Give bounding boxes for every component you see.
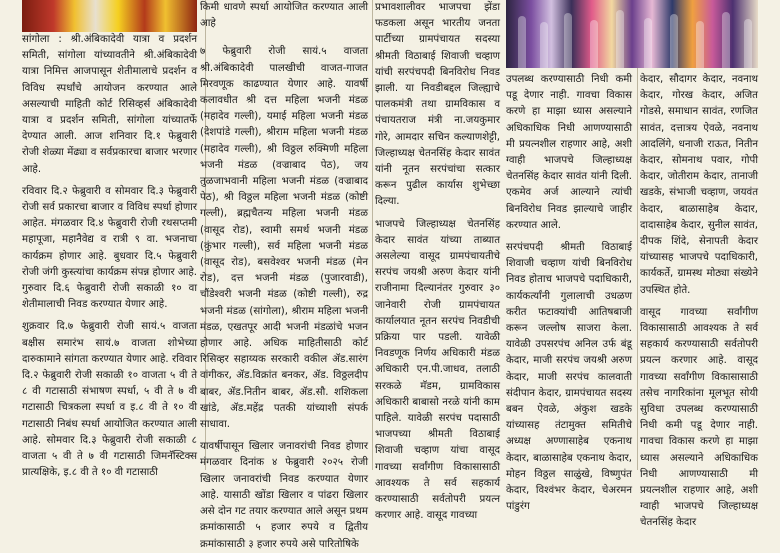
article-paragraph: वासूद गावच्या सर्वांगीण विकासासाठी आवश्यक ते सर्व सहकार्य करण्यासाठी सर्वतोपरी प्रयत्न करणार आहे. वासूद गावच्या सर्वांगीण विकासासाठी तसेच नागरिकांना मूलभूत सोयी सुविधा उपलब्ध करण्यासाठी निधी कमी पडू देणार नाही. गावचा विकास करणे हा माझा ध्यास असल्याने अधिकाधिक निधी आणण्यासाठी मी प्रयत्नशील राहणार आहे, अशी ग्वाही भाजपचे जिल्हाध्यक्ष चेतनसिंह केदार <box>640 306 758 529</box>
article-top-line: किमी धावणे स्पर्धा आयोजित करण्यात आली आहे <box>200 2 368 30</box>
article-paragraph: सरपंचपदी श्रीमती विठाबाई शिवाजी चव्हाण यांची बिनविरोध निवड होताच भाजपचे पदाधिकारी, कार्यकर्त्यांनी गुलालाची उधळण करीत फटाक्यांची आतिषबाजी करून जल्लोष साजरा केला. यावेळी उपसरपंच अनिल उर्फ बंडू केदार, माजी सरपंच जयश्री अरुण केदार, माजी सरपंच कालवाती संदीपान केदार, ग्रामपंचायत सदस्य बबन ऐवळे, अंकुश खडके यांच्यासह तंटामुक्त समितीचे अध्यक्ष अण्णासाहेब एकनाथ केदार, बाळासाहेब एकनाथ केदार, मोहन विठ्ठल साळुंखे, विष्णुपंत केदार, विश्वंभर केदार, चेअरमन पांडुरंग <box>506 242 632 513</box>
column-5 <box>640 72 758 532</box>
article-paragraph: यावर्षीपासून खिलार जनावरांची निवड होणार मंगळवार दिनांक ४ फेब्रुवारी २०२५ रोजी खिलार जनावरांची निवड करण्यात येणार आहे. यासाठी खोंडा खिलार व पांढरा खिलार असे दोन गट तयार करण्यात आले असून प्रथम क्रमांकासाठी ५ हजार रुपये व द्वितीय क्रमांकासाठी ३ हजार रुपये असे पारितोषिके <box>200 441 368 550</box>
sarpanch-felicitation-photo <box>506 0 758 68</box>
column-1 <box>22 32 197 481</box>
column-4 <box>506 72 632 515</box>
article-paragraph: केदार, सौदागर केदार, नवनाथ केदार, गोरख केदार, अजित गोडसे, समाधान सावंत, रणजित सावंत, दत्तात्रय ऐवळे, नवनाथ आदलिंगे, धनाजी राऊत, नितीन केदार, सोमनाथ पवार, गोपी केदार, जोतीराम केदार, तानाजी खडके, संभाजी चव्हाण, जयवंत केदार, बाळासाहेब केदार, दादासाहेब केदार, सुनील सावंत, दीपक शिंदे, सेनापती केदार यांच्यासह भाजपचे पदाधिकारी, कार्यकर्ते, ग्रामस्थ मोठ्या संख्येने उपस्थित होते. <box>640 74 758 296</box>
article-paragraph: भाजपचे जिल्हाध्यक्ष चेतनसिंह केदार सावंत यांच्या ताब्यात असलेल्या वासूद ग्रामपंचायतीचे सरपंच जयश्री अरुण केदार यांनी राजीनामा दिल्यानंतर गुरुवार ३० जानेवारी रोजी ग्रामपंचायत कार्यालयात नूतन सरपंच निवडीची प्रक्रिया पार पडली. यावेळी निवडणूक निर्णय अधिकारी मंडळ अधिकारी एन.पी.जाधव, तलाठी सरकळे मॅडम, ग्रामविकास अधिकारी बाबासो नरळे यांनी काम पाहिले. यावेळी सरपंच पदासाठी भाजपच्या श्रीमती विठाबाई शिवाजी चव्हाण यांचा वासूद गावच्या सर्वांगीण विकासासाठी आवश्यक ते सर्व सहकार्य करण्यासाठी सर्वतोपरी प्रयत्न करणार आहे. वासूद गावच्या <box>375 218 500 522</box>
column-3 <box>375 0 500 525</box>
article-paragraph: ७ फेब्रुवारी रोजी सायं.५ वाजता श्री.अंबिकादेवी पालखीची वाजत-गाजत मिरवणूक काढण्यात येणार आहे. यावर्षी कलावधीत श्री दत्त महिला भजनी मंडळ (महादेव गल्ली), यमाई महिला भजनी मंडळ (देशपांडे गल्ली), श्रीराम महिला भजनी मंडळ (महादेव गल्ली), श्री विठ्ठल रुक्मिणी महिला भजनी मंडळ (वज्राबाद पेठ), जय तुळजाभवानी महिला भजनी मंडळ (वज्राबाद पेठ), श्री विठ्ठल महिला भजनी मंडळ (कोष्टी गल्ली), ब्रह्मचैतन्य महिला भजनी मंडळ (वासूद रोड), स्वामी समर्थ भजनी मंडळ (कुंभार गल्ली), सर्व महिला भजनी मंडळ (वासूद रोड), बसवेश्वर भजनी मंडळ (मेन रोड), दत्त भजनी मंडळ (पुजारवाडी), चौंडेश्वरी भजनी मंडळ (कोष्टी गल्ली), रुद्र भजनी मंडळ (सांगोला), श्रीराम महिला भजनी मंडळ, एखतपूर आदी भजनी मंडळांचे भजन होणार आहे. अधिक माहितीसाठी कोर्ट रिसिव्हर सहाय्यक सरकारी वकील ॲड.सारंग वांगीकर, ॲड.विक्रांत बनकर, ॲड. विठ्ठलदीप बाबर, ॲड.नितीन बाबर, ॲड.सौ. शशिकला खांडे, ॲड.महेंद्र पतकी यांच्याशी संपर्क साधावा. <box>200 46 368 431</box>
article-paragraph: उपलब्ध करण्यासाठी निधी कमी पडू देणार नाही. गावचा विकास करणे हा माझा ध्यास असल्याने अधिकाधिक निधी आणण्यासाठी मी प्रयत्नशील राहणार आहे, अशी ग्वाही भाजपचे जिल्हाध्यक्ष चेतनसिंह केदार सावंत यांनी दिली. एकमेव अर्ज आल्याने त्यांची बिनविरोध निवड झाल्याचे जाहीर करण्यात आले. <box>506 74 632 231</box>
article-paragraph: शुक्रवार दि.७ फेब्रुवारी रोजी सायं.५ वाजता बक्षीस समारंभ सायं.७ वाजता शोभेच्या दारुकामाने सांगता करण्यात येणार आहे. रविवार दि.२ फेब्रुवारी रोजी सकाळी १० वाजता ५ वी ते ८ वी गटासाठी संभाषण स्पर्धा, ५ वी ते ७ वी गटासाठी चित्रकला स्पर्धा व इ.८ वी ते १० वी गटासाठी निबंध स्पर्धा आयोजित करण्यात आली आहे. सोमवार दि.३ फेब्रुवारी रोजी सकाळी ८ वाजता ५ वी ते ७ वी गटासाठी जिमनॅस्टिक्स प्रात्यक्षिके, इ.८ वी ते १० वी गटासाठी <box>22 321 197 479</box>
article-paragraph: सांगोला : श्री.अंबिकादेवी यात्रा व प्रदर्शन समिती, सांगोला यांच्यावतीने श्री.अंबिकादेवी यात्रा निमित्त आजपासून शेतीमालाचे प्रदर्शन व विविध स्पर्धांचे आयोजन करण्यात आले असल्याची माहिती कोर्ट रिसिव्हर्स अंबिकादेवी यात्रा व प्रदर्शन समिती, सांगोला यांच्यातर्फे देण्यात आली. आज शनिवार दि.१ फेब्रुवारी रोजी शेळ्या मेंढ्या व सर्वप्रकारचा बाजार भरणार आहे. <box>22 34 197 175</box>
column-divider <box>637 68 638 470</box>
article-paragraph: रविवार दि.२ फेब्रुवारी व सोमवार दि.३ फेब्रुवारी रोजी सर्व प्रकारचा बाजार व विविध स्पर्धा होणार आहेत. मंगळवार दि.४ फेब्रुवारी रोजी रथसप्तमी महापूजा, महानैवेद्य व रात्री ९ वा. भजनाचा कार्यक्रम होणार आहे. बुधवार दि.५ फेब्रुवारी रोजी जंगी कुस्त्यांचा कार्यक्रम संपन्न होणार आहे. गुरुवार दि.६ फेब्रुवारी रोजी सकाळी १० वा शेतीमालाची निवड करण्यात येणार आहे. <box>22 185 197 311</box>
article-paragraph: प्रभावशालीवर भाजपचा झेंडा फडकला असून भारतीय जनता पार्टीच्या ग्रामपंचायत सदस्या श्रीमती विठाबाई शिवाजी चव्हाण यांची सरपंचपदी बिनविरोध निवड झाली. या निवडीबद्दल जिल्ह्याचे पालकमंत्री तथा ग्रामविकास व पंचायतराज मंत्री ना.जयकुमार गोरे, आमदार सचिन कल्याणशेट्टी, जिल्हाध्यक्ष चेतनसिंह केदार सावंत यांनी नूतन सरपंचांचा सत्कार करून पुढील कार्यास शुभेच्छा दिल्या. <box>375 2 500 208</box>
yatra-deity-photo <box>22 0 197 32</box>
column-divider <box>372 0 373 470</box>
